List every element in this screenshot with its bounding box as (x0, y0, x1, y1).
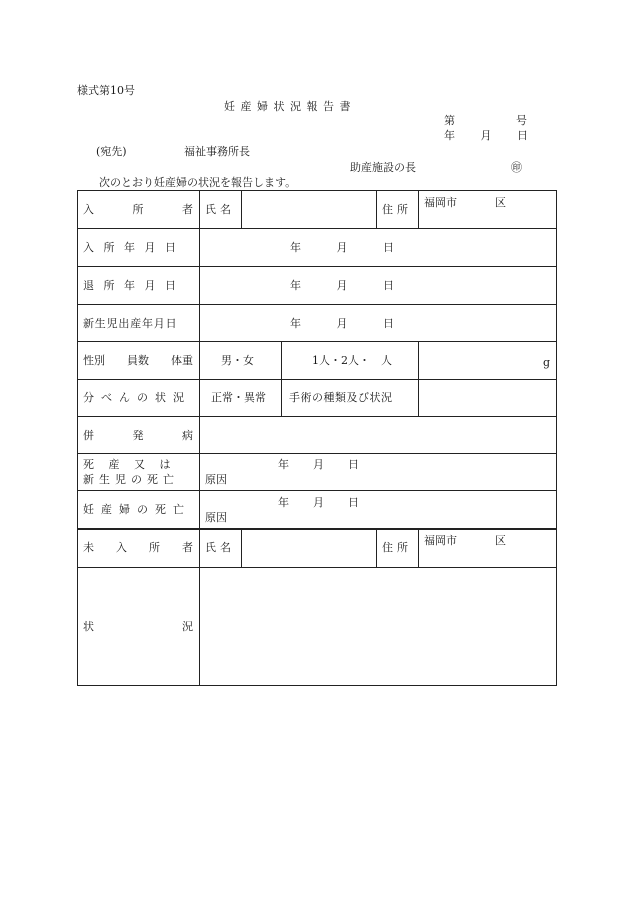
cell-divider (418, 528, 419, 567)
stillbirth-cause-label: 原因 (205, 473, 227, 486)
surgery-label: 手術の種類及び状況 (289, 391, 393, 404)
cell-divider (241, 190, 242, 228)
label-maternal-death: 妊産婦の死亡 (83, 503, 191, 516)
label-complications-text-char: 併 (83, 429, 94, 442)
delivery-options[interactable]: 正常・異常 (211, 391, 266, 404)
birth-date-field[interactable] (290, 318, 394, 329)
row-divider (77, 266, 557, 267)
status-field[interactable] (201, 569, 554, 684)
row-divider (77, 341, 557, 342)
label-status-text-char: 状 (83, 620, 94, 633)
date-year: 年 (278, 496, 289, 509)
not-admitted-address-field[interactable] (420, 548, 554, 565)
label-sex: 性別 (83, 354, 105, 367)
date-year: 年 (278, 458, 289, 471)
label-discharge-date: 退所年月日 (83, 279, 186, 292)
cell-divider (418, 190, 419, 228)
date-year: 年 (290, 241, 301, 254)
cell-divider (281, 379, 282, 416)
label-birth-date: 新生児出産年月日 (83, 317, 178, 330)
label-not-admitted (83, 542, 193, 553)
maternal-death-cause-field[interactable] (232, 508, 552, 526)
discharge-date-field[interactable] (290, 280, 394, 291)
name-label: 氏名 (205, 541, 235, 554)
report-date (444, 130, 528, 141)
name-label: 氏名 (205, 203, 235, 216)
sex-options[interactable]: 男・女 (221, 354, 254, 367)
label-stillbirth-1: 死産又は (83, 458, 185, 471)
label-complications-text-char: 発 (132, 429, 144, 442)
label-admitted (83, 204, 193, 215)
label-complications-text-char: 病 (182, 429, 193, 442)
address-city: 福岡市 (424, 534, 457, 547)
label-not-admitted-text-char: 者 (182, 541, 193, 554)
label-sex-count-weight (83, 355, 193, 366)
maternal-death-date-field[interactable] (278, 497, 359, 508)
stillbirth-cause-field[interactable] (232, 470, 552, 488)
row-divider (77, 567, 557, 568)
count-options[interactable]: 1人・2人・ 人 (312, 354, 392, 367)
page-title: 妊 産 婦 状 況 報 告 書 (224, 100, 351, 113)
complications-field[interactable] (201, 418, 554, 451)
date-day: 日 (383, 317, 394, 330)
date-day: 日 (348, 458, 359, 471)
cell-divider (281, 341, 282, 379)
label-column-divider (199, 190, 200, 686)
label-admitted-1-char: 所 (132, 203, 144, 216)
date-month: 月 (336, 279, 348, 292)
date-day: 日 (383, 241, 394, 254)
row-divider (77, 490, 557, 491)
weight-unit: g (543, 356, 551, 369)
admitted-name-field[interactable] (243, 192, 374, 226)
address-ward: 区 (495, 534, 506, 547)
report-date-year: 年 (444, 129, 455, 142)
label-not-admitted-text-char: 所 (149, 541, 160, 554)
address-city: 福岡市 (424, 196, 457, 209)
label-admitted-1-char: 入 (83, 203, 94, 216)
date-year: 年 (290, 317, 301, 330)
label-status-text-char: 況 (182, 620, 193, 633)
form-number: 様式第10号 (77, 84, 135, 97)
report-date-day: 日 (517, 129, 528, 142)
date-year: 年 (290, 279, 301, 292)
admission-date-field[interactable] (290, 242, 394, 253)
addressee-label: (宛先) (96, 145, 127, 158)
cell-divider (376, 528, 377, 567)
report-date-month: 月 (480, 129, 492, 142)
label-admission-date: 入所年月日 (83, 241, 186, 254)
doc-no-prefix: 第 (444, 114, 455, 127)
label-stillbirth-2: 新生児の死亡 (83, 473, 179, 486)
seal-mark: ㊞ (511, 161, 522, 174)
surgery-field[interactable] (420, 381, 554, 414)
date-month: 月 (313, 458, 324, 471)
admitted-address-field[interactable] (420, 210, 554, 226)
label-admitted-1-char: 者 (182, 203, 193, 216)
label-count: 員数 (127, 354, 149, 367)
label-complications (83, 430, 193, 441)
address-ward: 区 (495, 196, 506, 209)
weight-field[interactable] (420, 343, 540, 377)
address-label: 住所 (382, 541, 412, 554)
row-divider (77, 453, 557, 454)
date-month: 月 (336, 241, 348, 254)
addressee: 福祉事務所長 (184, 145, 250, 158)
label-delivery-status: 分べんの状況 (83, 391, 191, 404)
label-weight: 体重 (171, 354, 193, 367)
sender-title: 助産施設の長 (350, 161, 416, 174)
date-month: 月 (336, 317, 348, 330)
row-divider (77, 228, 557, 229)
maternal-death-cause-label: 原因 (205, 511, 227, 524)
doc-number-field[interactable] (458, 112, 512, 126)
cell-divider (418, 379, 419, 416)
not-admitted-name-field[interactable] (243, 530, 374, 565)
date-day: 日 (348, 496, 359, 509)
stillbirth-date-field[interactable] (278, 459, 359, 470)
date-day: 日 (383, 279, 394, 292)
row-divider (77, 379, 557, 380)
label-not-admitted-text-char: 未 (83, 541, 94, 554)
row-divider (77, 416, 557, 417)
address-label: 住所 (382, 203, 412, 216)
cell-divider (241, 528, 242, 567)
cell-divider (376, 190, 377, 228)
label-status (83, 621, 193, 632)
cell-divider (418, 341, 419, 379)
label-not-admitted-text-char: 入 (116, 541, 127, 554)
row-divider (77, 304, 557, 305)
doc-no-suffix: 号 (516, 114, 527, 127)
intro-text: 次のとおり妊産婦の状況を報告します。 (99, 176, 297, 189)
date-month: 月 (313, 496, 324, 509)
